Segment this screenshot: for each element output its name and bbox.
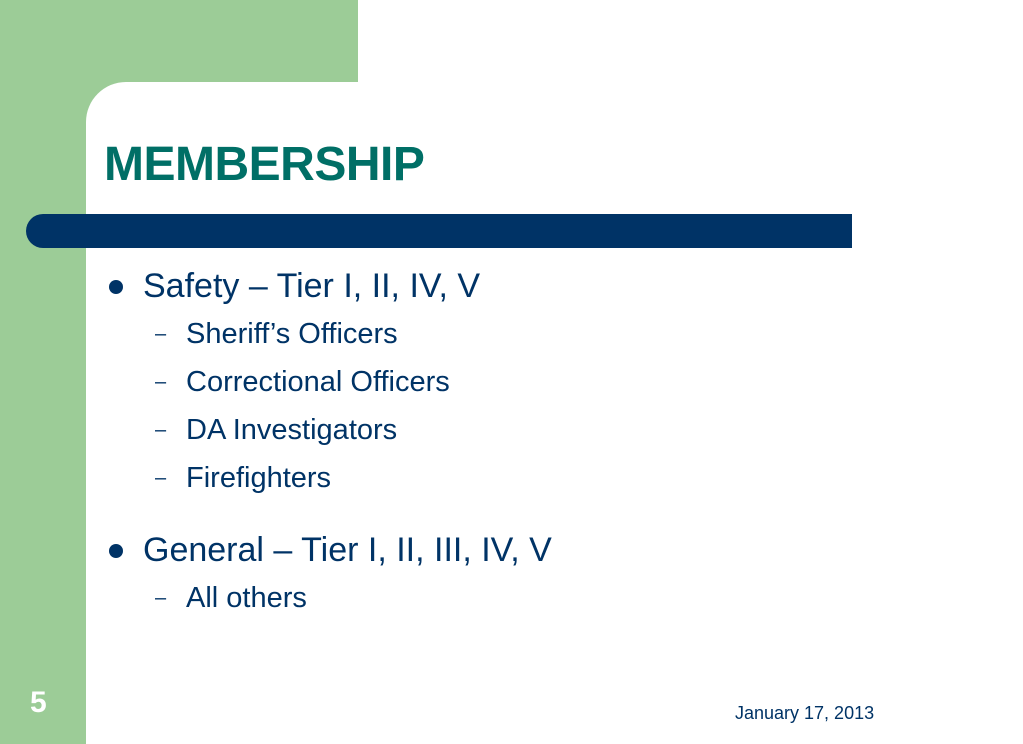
sub-bullet-text: Sheriff’s Officers xyxy=(186,318,398,350)
sub-bullet xyxy=(104,454,904,502)
bullet-dot-icon xyxy=(109,544,123,558)
bullet-dot-icon xyxy=(109,280,123,294)
bullet-general xyxy=(104,526,904,574)
top-green-band xyxy=(0,0,358,82)
title-underline-bar xyxy=(26,214,852,248)
dash-icon: – xyxy=(155,587,167,609)
sub-bullet-text: All others xyxy=(186,582,307,614)
sub-bullet-text: Firefighters xyxy=(186,462,332,494)
bullet-list xyxy=(104,262,904,622)
bullet-spacer xyxy=(104,502,904,526)
slide-title: MEMBERSHIP xyxy=(104,138,425,191)
top-right-white-area xyxy=(358,0,1023,82)
bullet-text: General – Tier I, II, III, IV, V xyxy=(143,531,552,569)
sub-bullet xyxy=(104,310,904,358)
bullet-safety xyxy=(104,262,904,310)
dash-icon: – xyxy=(155,467,167,489)
slide-date: January 17, 2013 xyxy=(735,703,875,723)
dash-icon: – xyxy=(155,419,167,441)
sub-bullet-text: Correctional Officers xyxy=(186,366,450,398)
bullet-text: Safety – Tier I, II, IV, V xyxy=(143,267,481,305)
dash-icon: – xyxy=(155,323,167,345)
sub-bullet-text: DA Investigators xyxy=(186,414,398,446)
sub-bullet xyxy=(104,406,904,454)
sub-bullet xyxy=(104,574,904,622)
dash-icon: – xyxy=(155,371,167,393)
slide-number: 5 xyxy=(30,686,47,719)
left-green-band xyxy=(0,0,86,744)
sub-bullet xyxy=(104,358,904,406)
